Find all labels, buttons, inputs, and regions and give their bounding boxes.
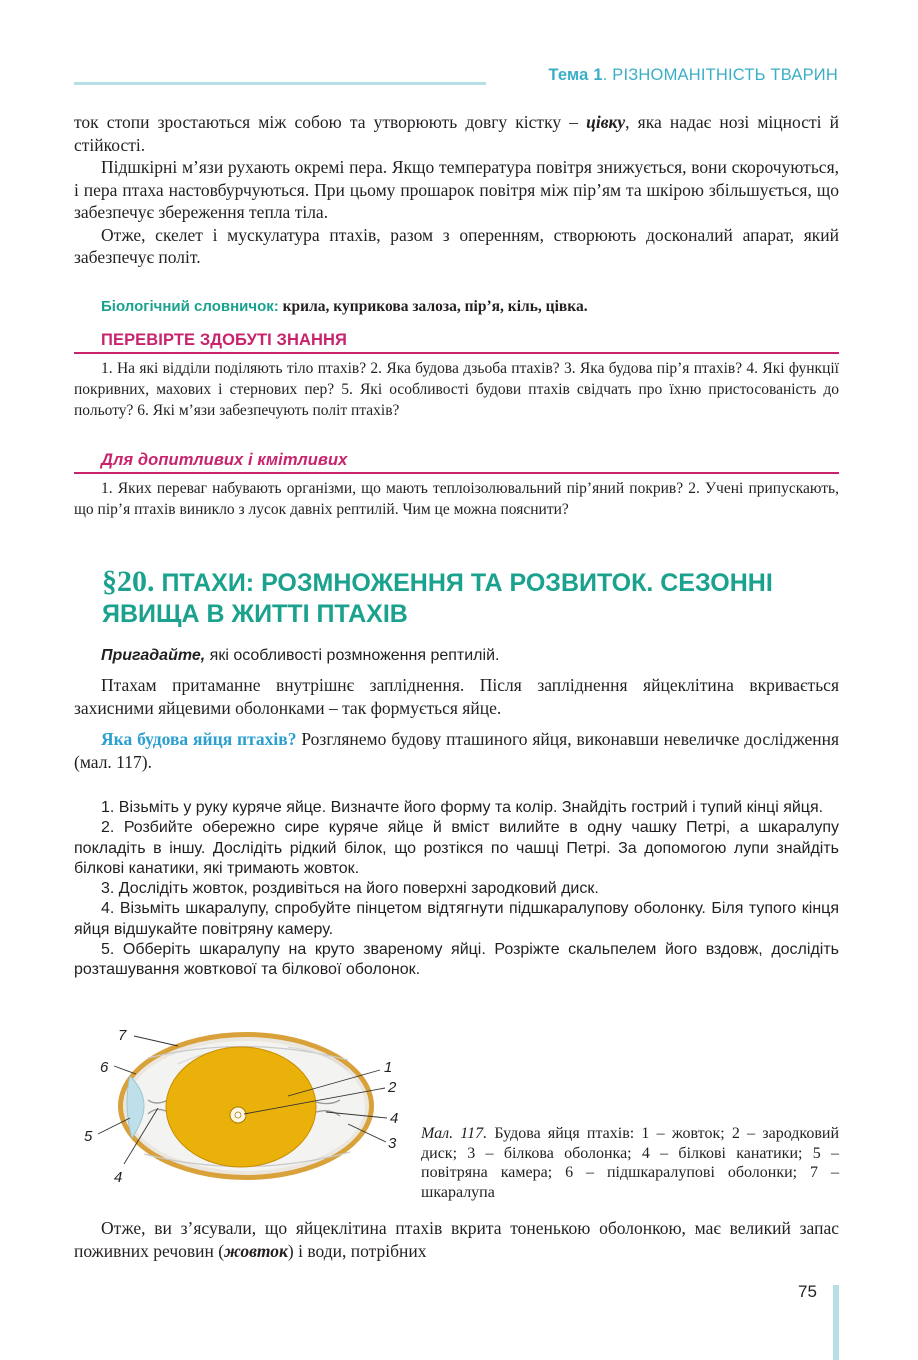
- figure-label-air-chamber: 5: [84, 1128, 93, 1145]
- egg-structure-question: Яка будова яйця птахів?: [101, 729, 297, 749]
- glossary-label: Біологічний словничок:: [101, 298, 279, 315]
- yolk: [166, 1047, 316, 1167]
- research-steps: [74, 798, 839, 981]
- section-heading: [102, 566, 842, 630]
- figure-label-chalaza-right: 4: [390, 1110, 399, 1127]
- step-item: 4. Візьміть шкаралупу, спробуйте пінцетом відтягнути підшкаралупову оболонку. Біля тупого кінця яйця відшукайте повітряну камеру.: [74, 900, 839, 938]
- caption-lead: Мал. 117.: [421, 1125, 488, 1142]
- header-rule: [74, 82, 486, 85]
- curious-block: [74, 451, 839, 520]
- egg-structure-figure: [78, 1020, 418, 1195]
- figure-label-germinal-disc: 2: [388, 1079, 397, 1096]
- intro-paragraph-2: Підшкірні м’язи рухають окремі пера. Якщо температура повітря знижується, вони скорочуються, і пера птаха настовбурчуються. При цьому прошарок повітря між пір’ям та шкірою збільшується, що забезпечує збереження тепла тіла.: [74, 157, 839, 222]
- term-yolk: жовток: [224, 1240, 288, 1261]
- curious-questions: 1. Яких переваг набувають організми, що мають теплоізолювальний пір’яний покрив? 2. Учені припускають, що пір’я птахів виникло з лусок давніх рептилій. Чим це можна пояснити?: [74, 479, 839, 518]
- curious-rule: [74, 472, 839, 474]
- term-tsivka: цівку: [586, 112, 626, 132]
- step-item: 5. Обберіть шкаралупу на круто звареному яйці. Розріжте скальпелем його вздовж, дослідіть розташування жовткової та білкової оболонок.: [74, 941, 839, 979]
- recall-text: які особливості розмноження рептилій.: [205, 647, 500, 664]
- main-paragraph-1: Птахам притаманне внутрішнє запліднення. Після запліднення яйцеклітина вкривається захисними яйцевими оболонками – так формується яйце.: [74, 675, 839, 718]
- step-item: 1. Візьміть у руку куряче яйце. Визначте його форму та колір. Знайдіть гострий і тупий кінці яйця.: [101, 799, 824, 816]
- recall-bold: Пригадайте,: [101, 647, 206, 664]
- glossary-terms: крила, куприкова залоза, пір’я, кіль, цівка.: [278, 298, 588, 315]
- closing-block: [74, 1217, 839, 1262]
- figure-label-membranes: 6: [100, 1059, 109, 1076]
- figure-label-yolk: 1: [384, 1059, 393, 1076]
- check-knowledge-rule: [74, 352, 839, 354]
- check-knowledge-block: [74, 331, 839, 421]
- section-number: §20.: [102, 565, 155, 598]
- intro-paragraph-1: ток стопи зростаються між собою та утворюють довгу кістку – цівку, яка надає нозі міцності й стійкості.: [74, 112, 839, 155]
- check-knowledge-title: ПЕРЕВІРТЕ ЗДОБУТІ ЗНАННЯ: [101, 331, 347, 349]
- figure-caption: [421, 1124, 839, 1202]
- intro-block: [74, 111, 839, 269]
- theme-label: Тема 1: [548, 66, 603, 84]
- step-item: 2. Розбийте обережно сире куряче яйце й вміст вилийте в одну чашку Петрі, а шкаралупу покладіть в іншу. Дослідіть рідкий білок, що розтікся по чашці Петрі. За допомогою лупи знайдіть білкові канатики, які тримають жовток.: [74, 819, 839, 877]
- recall-line: [101, 647, 499, 665]
- running-header: [548, 66, 838, 85]
- main-paragraph-2: Яка будова яйця птахів? Розглянемо будову пташиного яйця, виконавши невеличке дослідження (мал. 117).: [74, 729, 839, 772]
- curious-title: Для допитливих і кмітливих: [101, 451, 348, 469]
- intro-paragraph-3: Отже, скелет і мускулатура птахів, разом з оперенням, створюють досконалий апарат, який забезпечує політ.: [74, 224, 839, 267]
- caption-text: Будова яйця птахів: 1 – жовток; 2 – зародковий диск; 3 – білкова оболонка; 4 – білкові канатики; 5 – повітряна камера; 6 – підшкаралупові оболонки; 7 – шкаралупа: [421, 1125, 840, 1201]
- section-title: ПТАХИ: РОЗМНОЖЕННЯ ТА РОЗВИТОК. СЕЗОННІ ЯВИЩА В ЖИТТІ ПТАХІВ: [102, 569, 773, 628]
- glossary-block: [74, 296, 839, 318]
- figure-label-shell: 7: [118, 1027, 127, 1044]
- figure-label-albumen: 3: [388, 1135, 397, 1152]
- page-number: 75: [798, 1282, 817, 1301]
- main-text-block: [74, 674, 839, 773]
- theme-title: . РІЗНОМАНІТНІСТЬ ТВАРИН: [602, 66, 838, 84]
- figure-label-chalaza-left: 4: [114, 1169, 123, 1186]
- step-item: 3. Дослідіть жовток, роздивіться на його поверхні зародковий диск.: [101, 880, 599, 898]
- page-edge-bar: [833, 1285, 839, 1360]
- check-knowledge-questions: 1. На які відділи поділяють тіло птахів? 2. Яка будова дзьоба птахів? 3. Яка будова пір’я птахів? 4. Які функції покривних, махових і стернових пер? 5. Які особливості будови птахів свідчать про їхню пристосованість до польоту? 6. Які м’язи забезпечують політ птахів?: [74, 359, 839, 419]
- closing-paragraph: Отже, ви з’ясували, що яйцеклітина птахів вкрита тоненькою оболонкою, має великий запас поживних речовин (жовток) і води, потрібних: [74, 1218, 839, 1261]
